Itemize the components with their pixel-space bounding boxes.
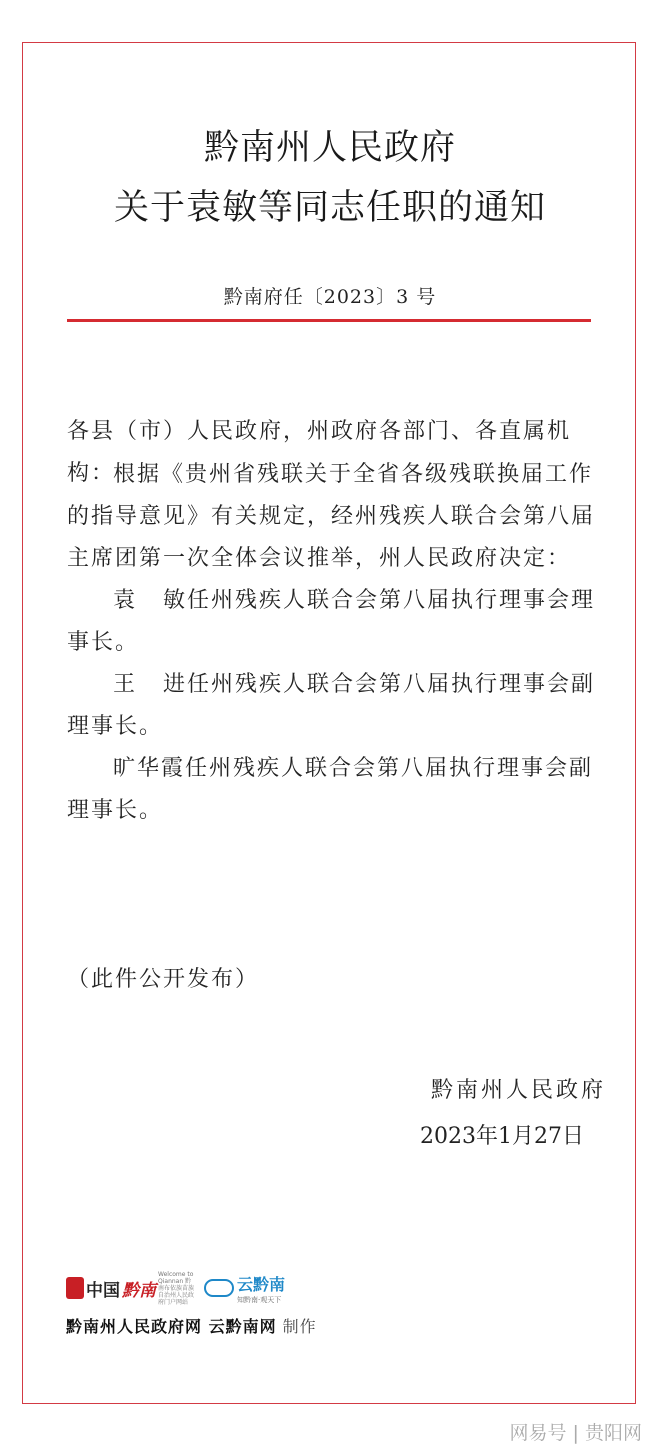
appointment-item bbox=[67, 664, 612, 748]
appointee-name-char: 王 bbox=[113, 672, 138, 697]
sign-date: 2023年1月27日 bbox=[420, 1124, 584, 1149]
credit-sites: 黔南州人民政府网 云黔南网 bbox=[66, 1317, 277, 1336]
appointee-name-char: 进 bbox=[163, 672, 188, 697]
appointment-text: 任州残疾人联合会第八届执行理事会副理事长。 bbox=[67, 756, 594, 823]
production-credit bbox=[66, 1314, 317, 1337]
logo-text-qiannan: 黔南 bbox=[122, 1280, 156, 1301]
logo-slogan: 知黔南·观天下 bbox=[237, 1295, 282, 1304]
appointment-item bbox=[67, 748, 612, 832]
footer-logos bbox=[66, 1268, 285, 1308]
addressee: 各县（市）人民政府，州政府各部门、各直属机构： bbox=[67, 419, 572, 486]
gov-emblem-icon bbox=[66, 1277, 84, 1299]
appointment-item bbox=[67, 580, 612, 664]
logo-small-text: Welcome to Qiannan 黔南布依族苗族自治州人民政府门户网站 bbox=[158, 1270, 195, 1306]
appointee-name: 旷华霞 bbox=[113, 756, 186, 781]
intro-paragraph: 根据《贵州省残联关于全省各级残联换届工作的指导意见》有关规定，经州残疾人联合会第八届主席团第一次全体会议推举，州人民政府决定： bbox=[67, 462, 596, 571]
public-note: （此件公开发布） bbox=[67, 967, 260, 992]
watermark: 网易号 | 贵阳网 bbox=[509, 1422, 642, 1444]
appointment-text: 任州残疾人联合会第八届执行理事会理事长。 bbox=[67, 588, 596, 655]
appointee-name-char: 袁 bbox=[113, 588, 138, 613]
cloud-icon bbox=[204, 1279, 234, 1297]
yun-qiannan-logo bbox=[204, 1272, 285, 1305]
red-divider bbox=[67, 319, 591, 322]
logo-text-china: 中国 bbox=[86, 1280, 120, 1301]
signer: 黔南州人民政府 bbox=[430, 1078, 606, 1103]
logo-name: 云黔南 bbox=[237, 1274, 286, 1294]
document-number: 黔南府任〔2023〕3 号 bbox=[223, 286, 437, 308]
appointment-text: 任州残疾人联合会第八届执行理事会副理事长。 bbox=[67, 672, 596, 739]
qiannan-gov-logo bbox=[66, 1271, 194, 1306]
document-body bbox=[67, 454, 612, 832]
title-line-2: 关于袁敏等同志任职的通知 bbox=[113, 188, 546, 228]
credit-suffix: 制作 bbox=[282, 1317, 317, 1336]
appointee-name-char: 敏 bbox=[163, 588, 188, 613]
title-line-1: 黔南州人民政府 bbox=[203, 128, 456, 168]
